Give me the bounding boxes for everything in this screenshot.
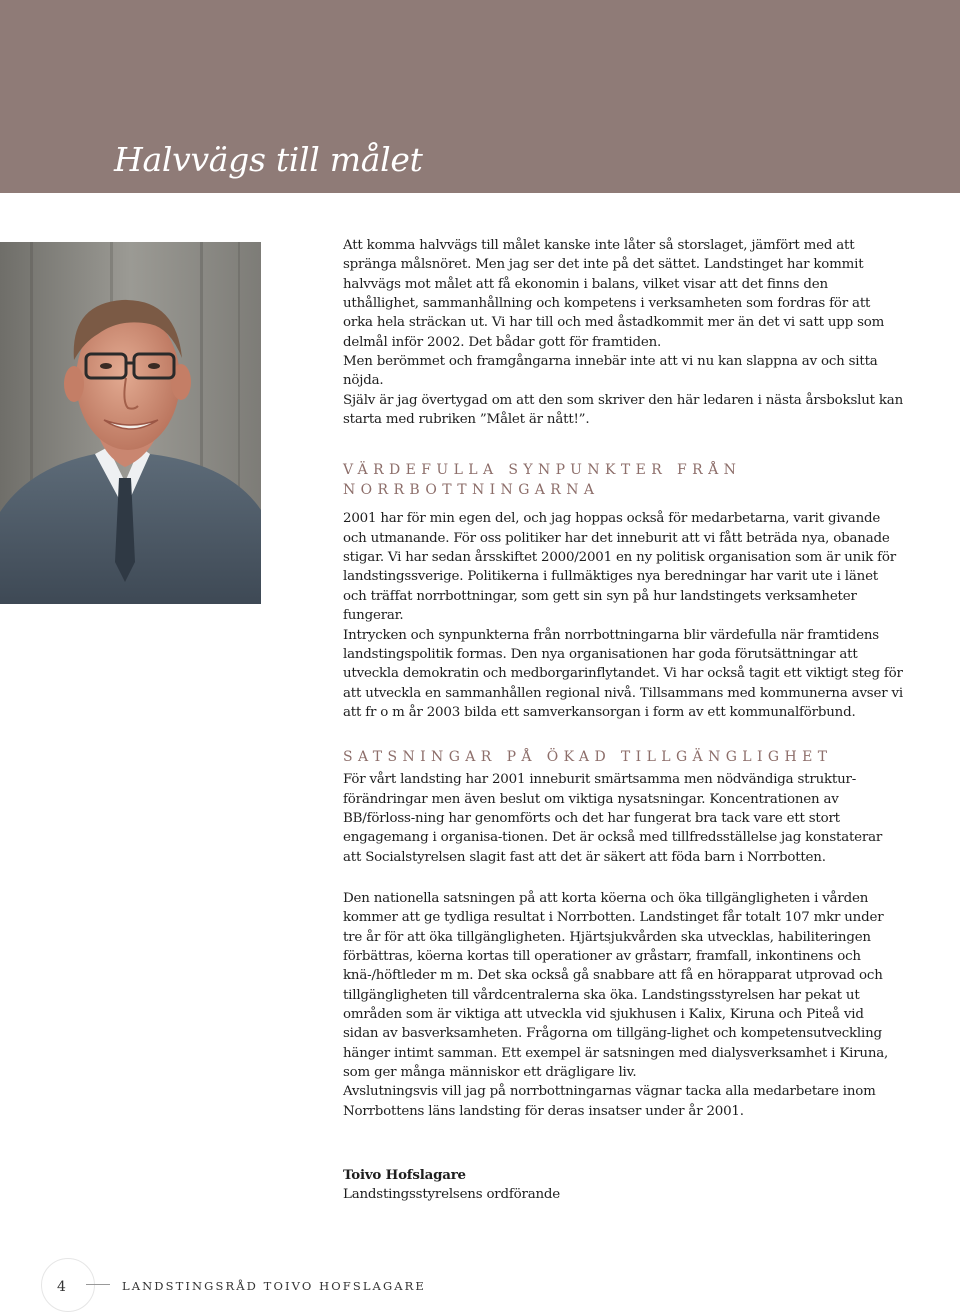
title-banner: [0, 0, 960, 193]
running-title: LANDSTINGSRÅD TOIVO HOFSLAGARE: [122, 1279, 426, 1293]
section-heading: VÄRDEFULLA SYNPUNKTER FRÅN NORRBOTTNINGARNA: [343, 462, 742, 499]
section-paragraph: För vårt landsting har 2001 inneburit smärtsamma men nödvändiga struktur-förändringar men även beslut om viktiga nysatsningar. Koncentrationen av BB/förloss-ning har genomförts och det har fungerat bra tack vare ett stort engagemang i organisa-tionen. Det är också med tillfredsställelse jag konstaterar att Socialstyrelsen slagit fast att det är säkert att föda barn i Norrbotten.: [343, 772, 883, 865]
signature-name: Toivo Hofslagare: [343, 1167, 466, 1184]
signature-spacer: [343, 1121, 903, 1166]
article-body: [343, 236, 903, 1205]
section-paragraph: Den nationella satsningen på att korta köerna och öka tillgängligheten i vården kommer att ge tydliga resultat i Norrbotten. Landstinget får totalt 107 mkr under tre år för att öka tillgängligheten. Hjärtsjukvården ska utvecklas, habiliteringen förbättras, köerna kortas till operationer av gråstarr, framfall, inkontinens och knä-/höftleder m m. Det ska också gå snabbare att få en hörapparat utprovad och tillgängligheten till vårdcentralerna ska öka. Landstingsstyrelsen har pekat ut områden som är viktiga att utveckla vid sjukhusen i Kalix, Kiruna och Piteå vid sidan av basverksamheten. Frågorna om tillgäng-lighet och kompetensutveckling hänger intimt samman. Ett exempel är satsningen med dialysverksamhet i Kiruna, som ger många människor ett drägligare liv.: [343, 890, 889, 1081]
page-number: 4: [57, 1279, 66, 1295]
page-title: Halvvägs till målet: [114, 140, 423, 179]
footer-rule: [86, 1284, 110, 1285]
page-number-ring: [41, 1258, 95, 1312]
signature-role: Landstingsstyrelsens ordförande: [343, 1187, 561, 1203]
intro-paragraph: Men berömmet och framgångarna innebär inte att vi nu kan slappna av och sitta nöjda.: [343, 354, 878, 389]
paragraph-spacer: [343, 867, 903, 889]
portrait-photo: [0, 242, 261, 604]
section-paragraph: Intrycken och synpunkterna från norrbottningarna blir värdefulla när framtidens landstingspolitik formas. Den nya organisationen har goda förutsättningar att utveckla demokratin och medborgarinflytandet. Vi har också tagit ett viktigt steg för att utveckla en sammanhållen regional nivå. Tillsammans med kommunerna avser vi att fr o m år 2003 bilda ett samverkansorgan i form av ett kommunalförbund.: [343, 627, 903, 720]
section-paragraph: Avslutningsvis vill jag på norrbottningarnas vägnar tacka alla medarbetare inom Norrbottens läns landsting för deras insatser under år 2001.: [343, 1084, 876, 1119]
section-heading: SATSNINGAR PÅ ÖKAD TILLGÄNGLIGHET: [343, 749, 833, 766]
intro-paragraph: Själv är jag övertygad om att den som skriver den här ledaren i nästa årsbokslut kan starta med rubriken ”Målet är nått!”.: [343, 392, 903, 428]
section-paragraph: 2001 har för min egen del, och jag hoppas också för medarbetarna, varit givande och utmanande. För oss politiker har det inneburit att vi fått beträda nya, obanade stigar. Vi har sedan årsskiftet 2000/2001 en ny politisk organisation som är unik för landstingssverige. Politikerna i fullmäktiges nya beredningar har varit ute i länet och träffat norrbottningar, som gett sin syn på hur landstingets verksamheter fungerar.: [343, 511, 896, 624]
intro-paragraph: Att komma halvvägs till målet kanske inte låter så storslaget, jämfört med att spränga målsnöret. Men jag ser det inte på det sättet. Landstinget har kommit halvvägs mot målet att få ekonomin i balans, vilket visar att det finns den uthållighet, sammanhållning och kompetens i verksamheten som fordras för att orka hela sträckan ut. Vi har till och med åstadkommit mer än det vi satt upp som delmål inför 2002. Det bådar gott för framtiden.: [343, 238, 885, 350]
